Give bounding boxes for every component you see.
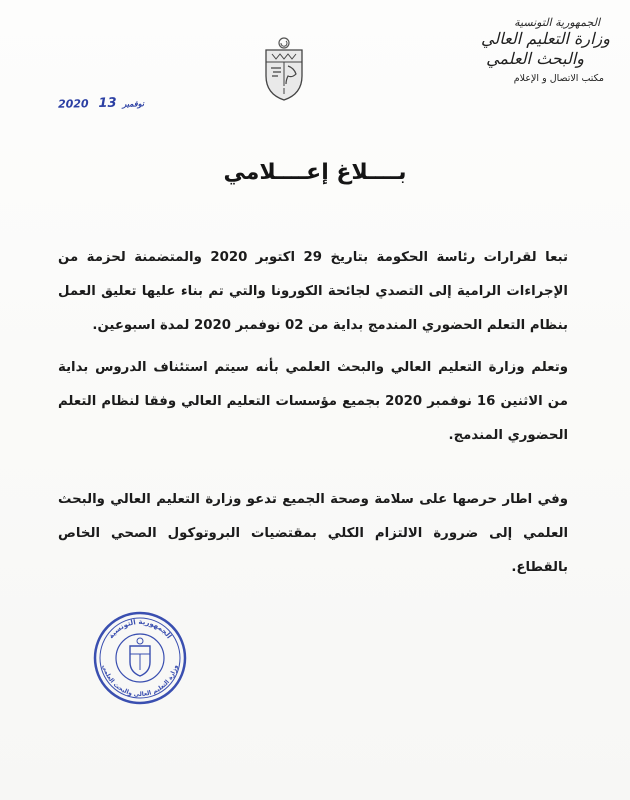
letterhead bbox=[450, 16, 610, 84]
republic-label: الجمهورية التونسية bbox=[514, 16, 600, 29]
date-stamp-month: نوفمبر bbox=[122, 99, 145, 109]
tunisia-coat-of-arms-icon bbox=[258, 36, 310, 102]
page-title: بــــلاغ إعــــلامي bbox=[223, 160, 407, 185]
ministry-seal-icon bbox=[92, 610, 188, 706]
ministry-name-line2: والبحث العلمي bbox=[486, 49, 584, 68]
svg-text:الجمهورية التونسية bbox=[107, 618, 173, 640]
date-stamp-day: 13 bbox=[98, 95, 117, 112]
office-label: مكتب الاتصال و الإعلام bbox=[513, 73, 604, 84]
ministry-name-line1: وزارة التعليم العالي bbox=[481, 29, 610, 48]
paragraph-3: وفي اطار حرصها على سلامة وصحة الجميع تدعو وزارة التعليم العالي والبحث العلمي إلى ضرورة الالتزام الكلي بمقتضيات البروتوكول الصحي الخاص بالقطاع. bbox=[58, 492, 568, 576]
paragraph-1: تبعا لقرارات رئاسة الحكومة بتاريخ 29 اكتوبر 2020 والمتضمنة لحزمة من الإجراءات الرامية إلى التصدي لجائحة الكورونا والتي تم بناء عليها تعليق العمل بنظام التعلم الحضوري المندمج بداية من 02 نوفمبر 2020 لمدة اسبوعين. bbox=[58, 250, 568, 334]
seal-text-bottom: وزارة التعليم العالي والبحث العلمي bbox=[100, 664, 180, 699]
paragraph-2: وتعلم وزارة التعليم العالي والبحث العلمي بأنه سيتم استئناف الدروس بداية من الاثنين 16 نوفمبر 2020 بجميع مؤسسات التعليم العالي وفقا لنظام التعلم الحضوري المندمج. bbox=[58, 360, 568, 444]
date-stamp bbox=[58, 95, 146, 112]
date-stamp-year: 2020 bbox=[57, 97, 89, 111]
seal-text-top: الجمهورية التونسية bbox=[107, 617, 174, 641]
